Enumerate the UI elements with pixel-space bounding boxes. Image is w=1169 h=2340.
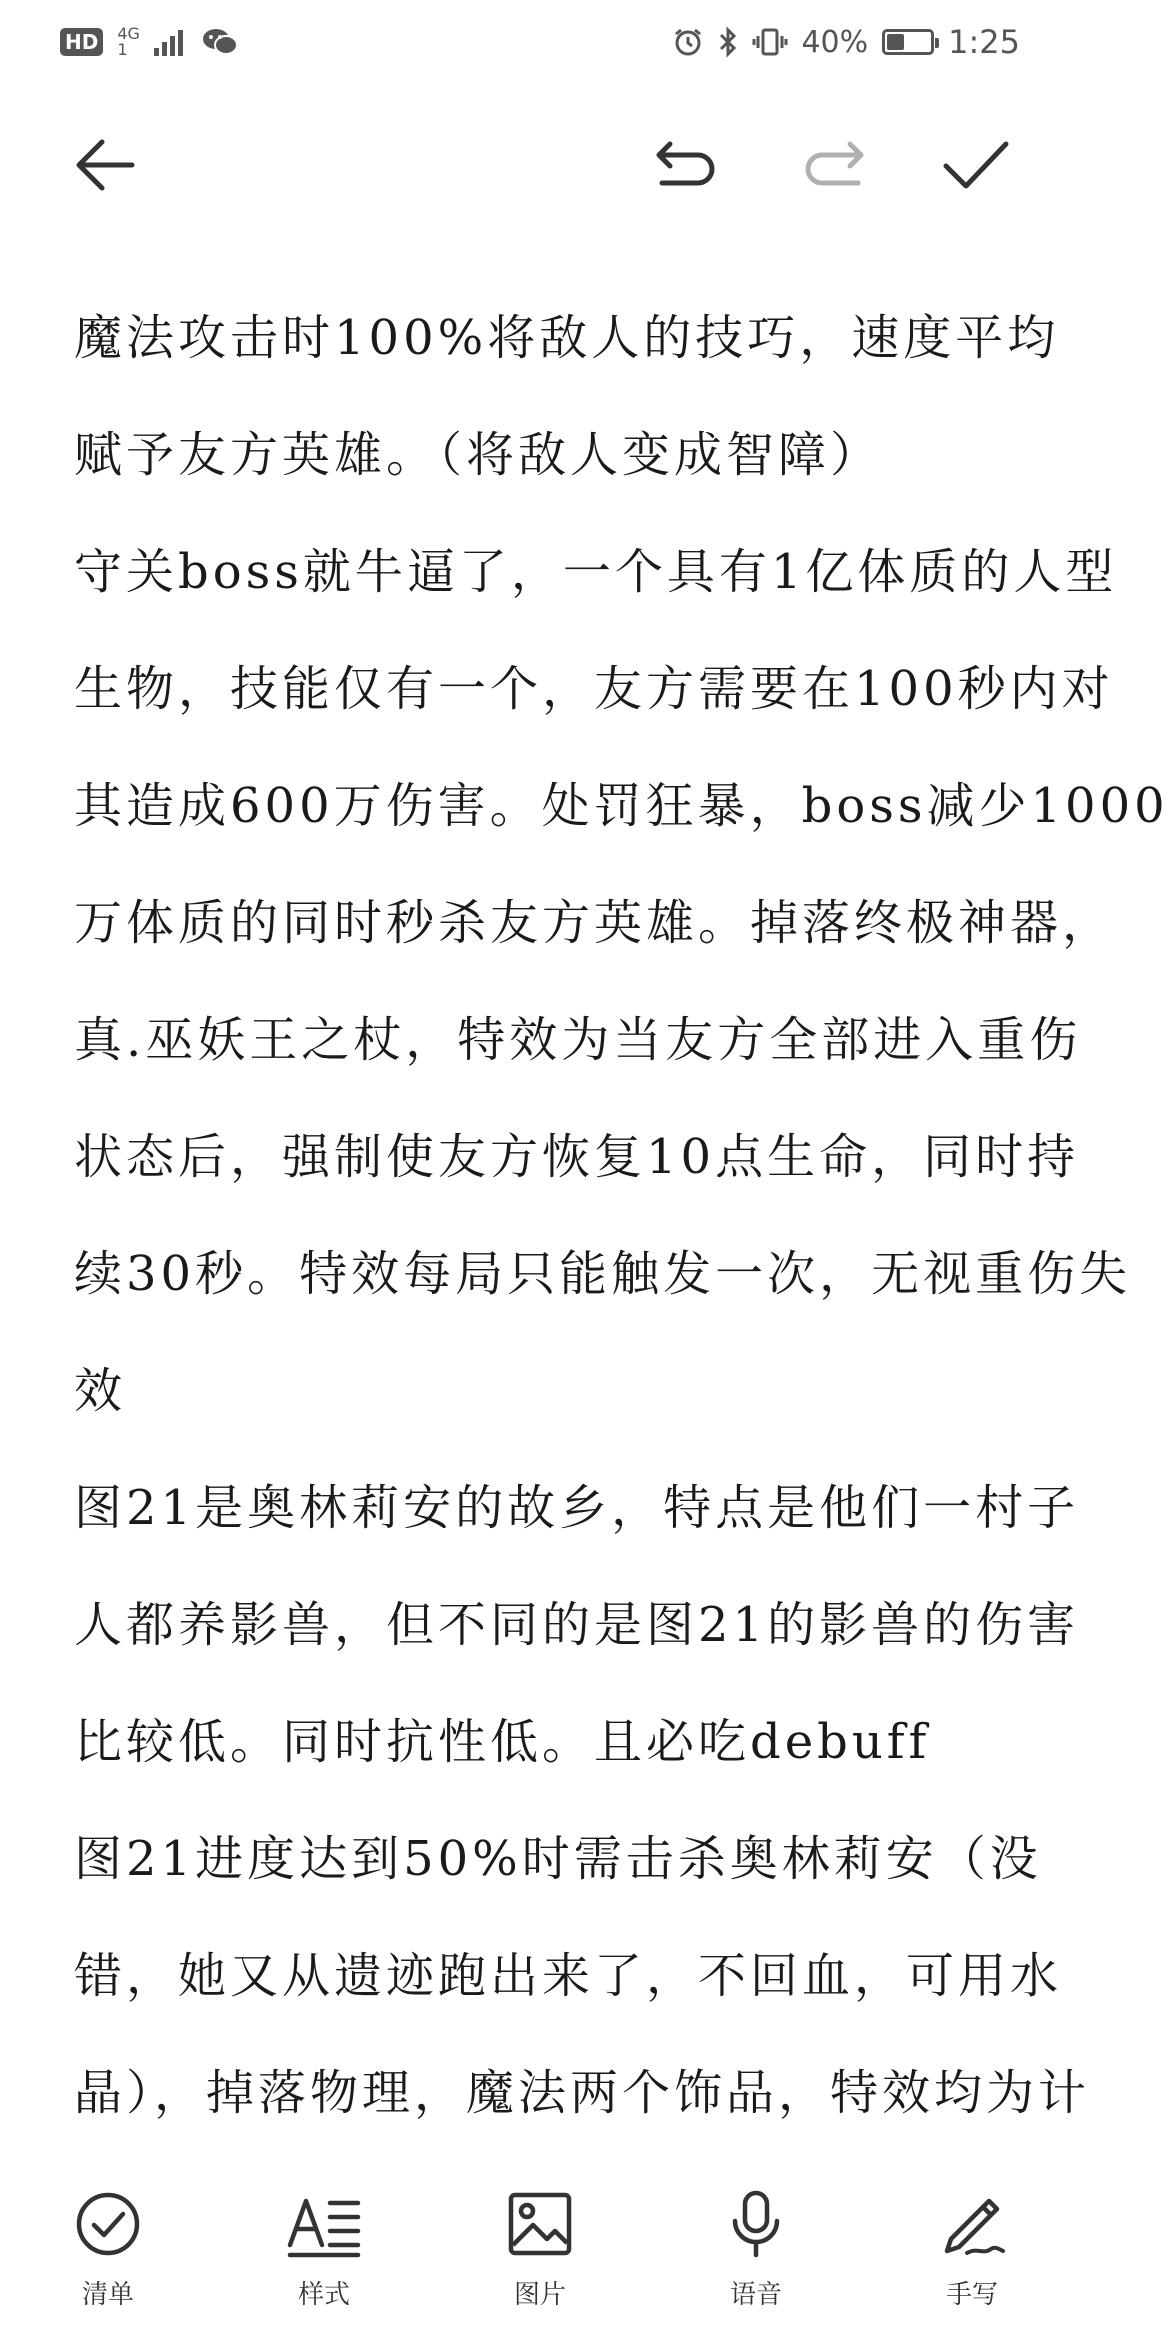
back-button[interactable] [50, 110, 160, 220]
note-paragraph [74, 1450, 1080, 1801]
pen-icon [932, 2184, 1012, 2264]
handwriting-button[interactable] [882, 2184, 1062, 2311]
note-line: 守关boss就牛逼了，一个具有1亿体质的人型 [74, 544, 1118, 600]
vibrate-icon [753, 27, 787, 57]
redo-button[interactable] [780, 110, 890, 220]
note-line: 比较低。同时抗性低。且必吃debuff [74, 1714, 931, 1770]
battery-level [887, 34, 904, 50]
note-line: 生物，技能仅有一个，友方需要在100秒内对 [74, 661, 1114, 717]
undo-button[interactable] [630, 110, 740, 220]
voice-button[interactable] [666, 2184, 846, 2311]
note-line: 续30秒。特效每局只能触发一次，无视重伤失 [74, 1246, 1132, 1302]
note-body[interactable] [74, 280, 1169, 2170]
note-line: 赋予友方英雄。（将敌人变成智障） [74, 427, 883, 483]
note-line: 图21是奥林莉安的故乡，特点是他们一村子 [74, 1480, 1080, 1536]
network-type [117, 26, 140, 58]
status-bar [0, 0, 1080, 84]
confirm-button[interactable] [920, 110, 1030, 220]
note-line: 魔法攻击时100%将敌人的技巧，速度平均 [74, 310, 1060, 366]
network-sub-label: 1 [117, 40, 128, 59]
undo-icon [650, 130, 720, 200]
note-line: 状态后，强制使友方恢复10点生命，同时持 [74, 1129, 1080, 1185]
voice-label: 语音 [729, 2280, 782, 2310]
note-line: 万体质的同时秒杀友方英雄。掉落终极神器， [74, 895, 1115, 951]
text-style-icon [284, 2184, 364, 2264]
bottom-toolbar [0, 2170, 1080, 2340]
image-button[interactable] [450, 2184, 630, 2311]
note-line: 效 [74, 1363, 127, 1419]
status-left [60, 26, 238, 58]
network-label: 4G [117, 24, 140, 43]
style-label: 样式 [297, 2280, 350, 2310]
editor-toolbar [0, 110, 1080, 220]
note-line: 真.巫妖王之杖，特效为当友方全部进入重伤 [74, 1012, 1082, 1068]
note-line: 晶），掉落物理，魔法两个饰品，特效均为计 [74, 2065, 1091, 2121]
note-paragraph [74, 280, 1060, 514]
battery-percent: 40% [801, 24, 869, 60]
style-button[interactable] [234, 2184, 414, 2311]
note-line: 错，她又从遗迹跑出来了，不回血，可用水 [74, 1948, 1063, 2004]
note-paragraph [74, 514, 1169, 1450]
image-label: 图片 [513, 2280, 566, 2310]
redo-icon [800, 130, 870, 200]
alarm-icon [673, 27, 703, 57]
status-right [673, 23, 1020, 61]
handwriting-label: 手写 [945, 2280, 998, 2310]
checklist-button[interactable] [18, 2184, 198, 2311]
wechat-icon [202, 27, 238, 57]
battery-icon [882, 29, 934, 55]
hd-badge: HD [60, 28, 103, 56]
check-icon [940, 130, 1010, 200]
checklist-icon [68, 2184, 148, 2264]
bluetooth-icon [717, 27, 739, 57]
status-time: 1:25 [948, 23, 1020, 61]
signal-icon [154, 28, 188, 56]
note-line: 图21进度达到50%时需击杀奥林莉安（没 [74, 1831, 1042, 1887]
checklist-label: 清单 [81, 2280, 134, 2310]
image-icon [500, 2184, 580, 2264]
note-line: 人都养影兽，但不同的是图21的影兽的伤害 [74, 1597, 1080, 1653]
microphone-icon [716, 2184, 796, 2264]
arrow-left-icon [70, 130, 140, 200]
note-line: 其造成600万伤害。处罚狂暴，boss减少1000 [74, 778, 1169, 834]
